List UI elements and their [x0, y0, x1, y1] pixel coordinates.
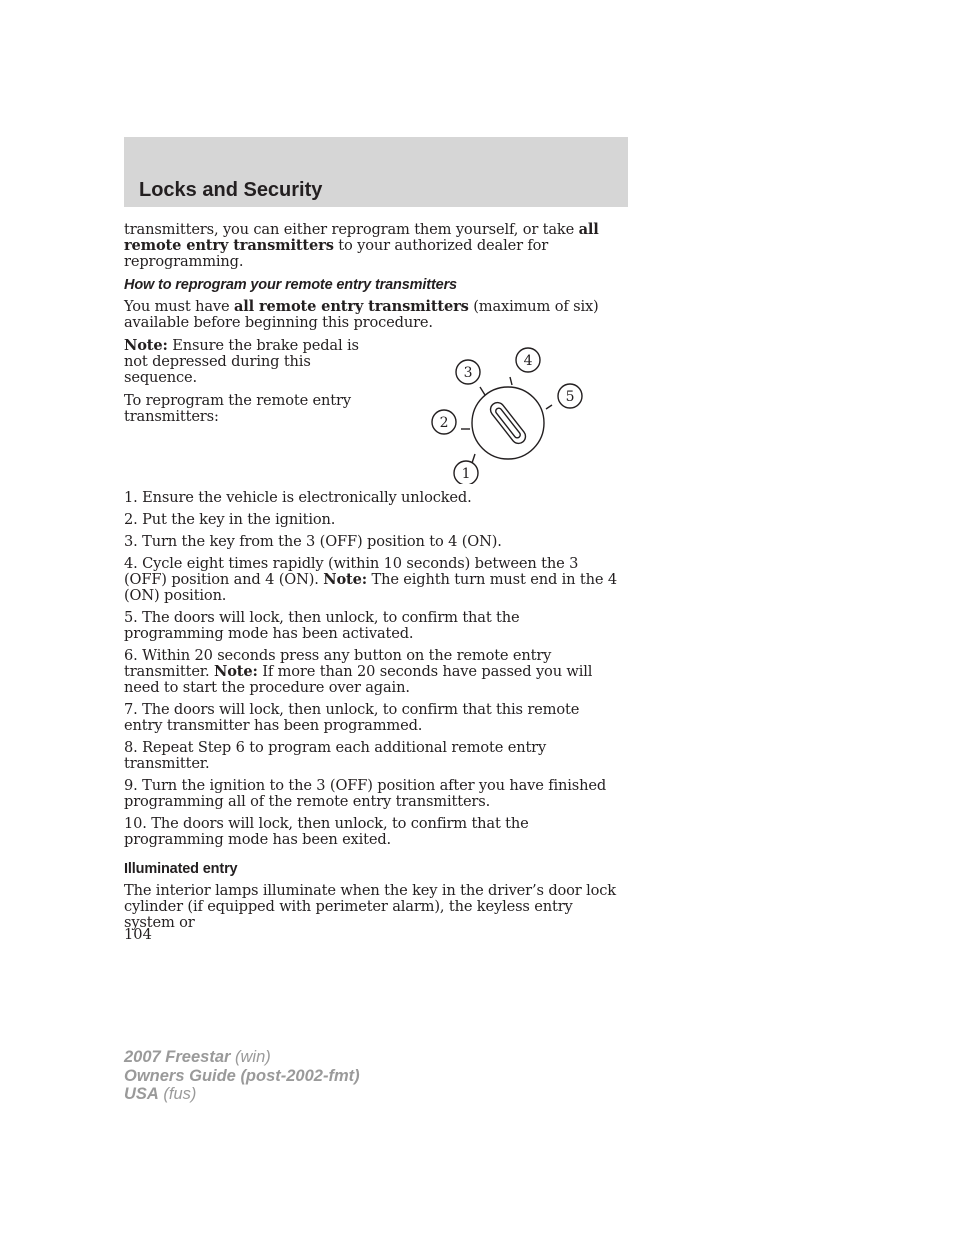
footer-line-3: USA (fus) [124, 1085, 197, 1103]
intro-paragraph: transmitters, you can either reprogram them yourself, or take all remote entry transmitters to your authorized dealer for reprogramming. [124, 221, 599, 270]
footer-line-2: Owners Guide (post-2002-fmt) [124, 1066, 360, 1085]
tick-4 [510, 377, 512, 385]
step-4: 4. Cycle eight times rapidly (within 10 seconds) between the 3 (OFF) position and 4 (ON). Note: The eighth turn must end in the 4 (ON) position. [124, 555, 617, 604]
position-1-label: 1 [461, 466, 471, 482]
section-heading-reprogram: How to reprogram your remote entry transmitters [124, 277, 457, 293]
key-slot-icon [488, 400, 529, 446]
reprogram-intro: To reprogram the remote entry transmitters: [124, 392, 351, 425]
brake-note: Note: Ensure the brake pedal is not depressed during this sequence. [124, 337, 359, 386]
tick-1 [472, 454, 475, 463]
note-and-diagram [124, 338, 620, 484]
illuminated-entry-paragraph: The interior lamps illuminate when the key in the driver’s door lock cylinder (if equipped with perimeter alarm), the keyless entry system or [124, 882, 616, 931]
ignition-cylinder [472, 387, 544, 459]
procedure-steps [124, 490, 620, 848]
step-3: 3. Turn the key from the 3 (OFF) position to 4 (ON). [124, 533, 502, 550]
footer-line-1: 2007 Freestar (win) [124, 1048, 271, 1066]
step-9: 9. Turn the ignition to the 3 (OFF) position after you have finished programming all of the remote entry transmitters. [124, 777, 607, 810]
position-3-label: 3 [463, 365, 473, 381]
step-6: 6. Within 20 seconds press any button on the remote entry transmitter. Note: If more than 20 seconds have passed you will need to start the procedure over again. [124, 647, 593, 696]
step-2: 2. Put the key in the ignition. [124, 511, 336, 528]
step-10: 10. The doors will lock, then unlock, to confirm that the programming mode has been exited. [124, 815, 529, 848]
position-4-label: 4 [523, 353, 533, 369]
ignition-switch-diagram [386, 338, 620, 484]
section-heading-illuminated-entry: Illuminated entry [124, 861, 238, 877]
header-band [124, 137, 628, 207]
footer-doc-info [124, 1048, 360, 1104]
step-8: 8. Repeat Step 6 to program each additional remote entry transmitter. [124, 739, 547, 772]
requirement-paragraph: You must have all remote entry transmitters (maximum of six) available before beginning this procedure. [124, 298, 599, 331]
note-column [124, 338, 386, 484]
step-7: 7. The doors will lock, then unlock, to confirm that this remote entry transmitter has been programmed. [124, 701, 580, 734]
main-content [124, 222, 620, 931]
tick-3 [480, 387, 485, 395]
step-1: 1. Ensure the vehicle is electronically unlocked. [124, 489, 472, 506]
position-2-label: 2 [439, 415, 449, 431]
tick-5 [546, 405, 552, 409]
page-number: 104 [124, 926, 152, 943]
ignition-diagram [386, 338, 620, 484]
step-5: 5. The doors will lock, then unlock, to confirm that the programming mode has been activated. [124, 609, 520, 642]
page-title: Locks and Security [139, 179, 323, 201]
position-5-label: 5 [565, 389, 575, 405]
